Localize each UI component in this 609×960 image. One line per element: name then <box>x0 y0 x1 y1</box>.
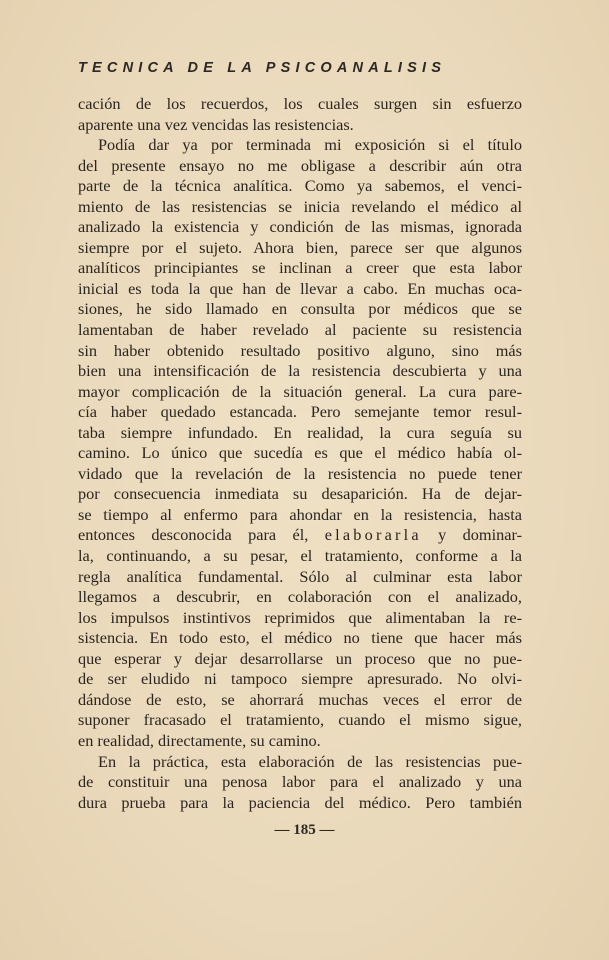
text-line: la, continuando, a su pesar, el tratamiento, conforme a la <box>78 546 522 566</box>
text-line: parte de la técnica analítica. Como ya sabemos, el venci- <box>78 176 522 196</box>
text-line: por consecuencia inmediata su desaparición. Ha de dejar- <box>78 484 522 504</box>
page-number: — 185 — <box>274 822 335 838</box>
text-line: se tiempo al enfermo para ahondar en la resistencia, hasta <box>78 504 522 524</box>
text-line-spaced-word: entonces desconocida para él, elaborarla y dominar- <box>78 525 522 545</box>
text-line: En la práctica, esta elaboración de las resistencias pue- <box>98 751 522 771</box>
text-line: vidado que la revelación de la resistencia no puede tener <box>78 463 522 483</box>
text-line: regla analítica fundamental. Sólo al culminar esta labor <box>78 566 522 586</box>
text-line: Podía dar ya por terminada mi exposición si el título <box>98 135 522 155</box>
text-line: siones, he sido llamado en consulta por médicos que se <box>78 299 522 319</box>
text-line: taba siempre infundado. En realidad, la cura seguía su <box>78 422 522 442</box>
running-head: TECNICA DE LA PSICOANALISIS <box>78 60 447 76</box>
text-line: inicial es toda la que han de llevar a cabo. En muchas oca- <box>78 278 522 298</box>
text-line: que esperar y dejar desarrollarse un proceso que no pue- <box>78 648 522 668</box>
text-line: de ser eludido ni tampoco siempre apresurado. No olvi- <box>78 669 522 689</box>
text-line: cación de los recuerdos, los cuales surgen sin esfuerzo <box>78 94 522 113</box>
text-line: suponer fracasado el tratamiento, cuando el mismo sigue, <box>78 710 522 730</box>
text-line: analíticos principiantes se inclinan a creer que esta labor <box>78 258 522 278</box>
text-line: bien una intensificación de la resistencia descubierta y una <box>78 361 522 381</box>
emphasized-word: elaborarla <box>324 525 422 545</box>
text-line: sin haber obtenido resultado positivo alguno, sino más <box>78 340 522 360</box>
text-line: mayor complicación de la situación general. La cura pare- <box>78 381 522 401</box>
text-line: los impulsos instintivos reprimidos que alimentaban la re- <box>78 607 522 627</box>
text-line: llegamos a descubrir, en colaboración con el analizado, <box>78 587 522 607</box>
text-line: analizado la existencia y condición de las mismas, ignorada <box>78 217 522 237</box>
text-line: sistencia. En todo esto, el médico no tiene que hacer más <box>78 628 522 648</box>
text-line: de constituir una penosa labor para el analizado y una <box>78 772 522 792</box>
body-text <box>78 94 522 813</box>
text-line: dura prueba para la paciencia del médico. Pero también <box>78 792 522 812</box>
text-line: miento de las resistencias se inicia revelando el médico al <box>78 196 522 216</box>
text-line: en realidad, directamente, su camino. <box>78 730 321 750</box>
text-line: camino. Lo único que sucedía es que el médico había ol- <box>78 443 522 463</box>
text-line: dándose de esto, se ahorrará muchas veces el error de <box>78 689 522 709</box>
text-line: del presente ensayo no me obligase a describir aún otra <box>78 155 522 175</box>
text-line: lamentaban de haber revelado al paciente su resistencia <box>78 320 522 340</box>
text-line: aparente una vez vencidas las resistencias. <box>78 114 354 134</box>
text-line: siempre por el sujeto. Ahora bien, parece ser que algunos <box>78 237 522 257</box>
text-line: cía haber quedado estancada. Pero semejante temor resul- <box>78 402 522 422</box>
